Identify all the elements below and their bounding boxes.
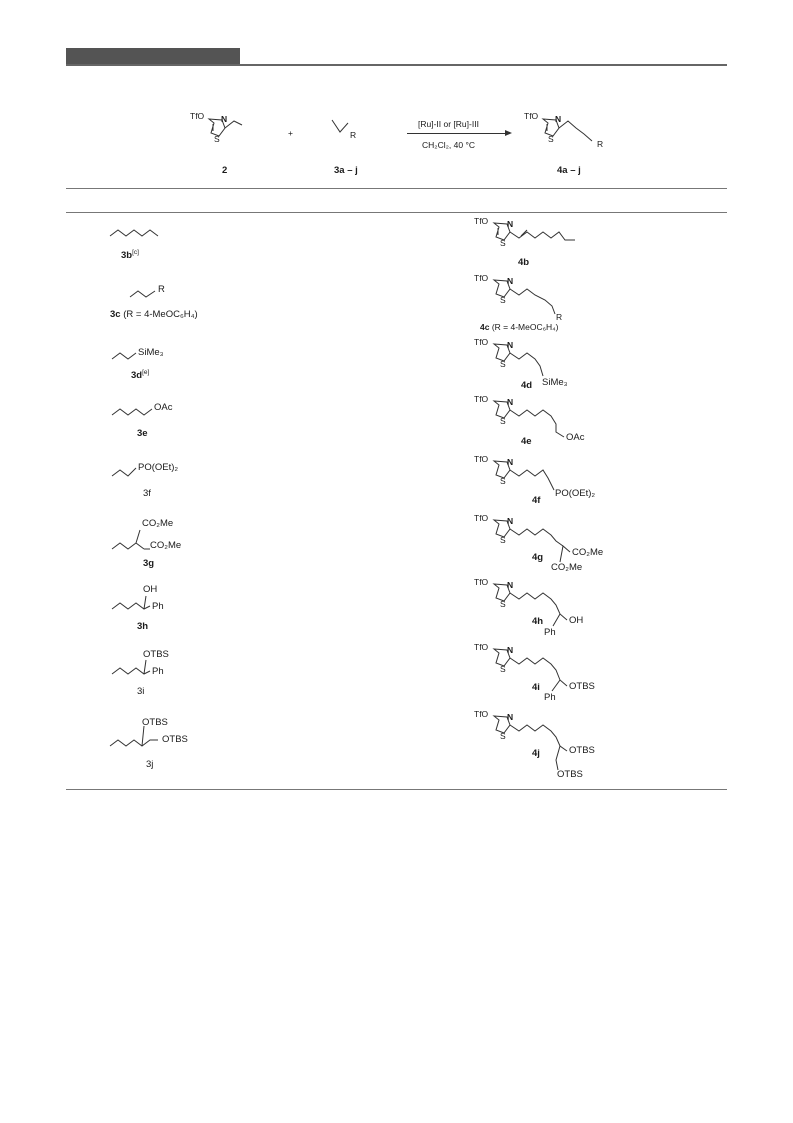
tfo-4g: TfO [474,513,489,523]
n-4c: N [507,276,514,286]
text-3d: SiMe₃ [138,347,164,358]
text-3j-b: OTBS [162,734,188,745]
label-3c: 3c (R = 4-MeOC₆H₄) [110,309,198,320]
label-4j: 4j [532,748,540,759]
s-4h: S [500,599,506,609]
text-3i-otbs: OTBS [143,649,169,660]
tfo-4h: TfO [474,577,489,587]
scheme-4-s: S [548,134,554,144]
label-3b: 3b[c] [121,249,139,262]
label-4c: 4c (R = 4-MeOC₆H₄) [480,322,559,332]
scheme-2-s: S [214,134,220,144]
reaction-arrow [407,133,507,134]
label-4f: 4f [532,495,541,506]
arrow-catalyst: [Ru]-II or [Ru]-III [418,119,479,129]
product-structures [0,0,1,1]
text-4e: OAc [566,432,585,443]
text-3h-ph: Ph [152,601,164,612]
s-4j: S [500,731,506,741]
s-4e: S [500,416,506,426]
text-4j-a: OTBS [569,745,595,756]
text-3h-oh: OH [143,584,158,595]
s-4g: S [500,535,506,545]
text-4j-b: OTBS [557,769,583,780]
text-4d: SiMe₃ [542,377,568,388]
text-3g-b: CO₂Me [150,540,182,551]
n-4d: N [507,340,514,350]
text-4g-a: CO₂Me [572,547,604,558]
label-4g: 4g [532,552,544,563]
s-4d: S [500,359,506,369]
text-3g-a: CO₂Me [142,518,174,529]
text-4h-oh: OH [569,615,584,626]
text-4i-ph: Ph [544,692,556,703]
label-4d: 4d [521,380,533,391]
text-4h-ph: Ph [544,627,556,638]
tfo-4d: TfO [474,337,489,347]
table-rule-bottom [66,789,727,790]
tfo-4j: TfO [474,709,489,719]
tfo-4c: TfO [474,273,489,283]
text-3e: OAc [154,402,173,413]
label-3f: 3f [143,488,151,499]
label-3h: 3h [137,621,149,632]
text-3c-r: R [158,284,165,295]
table-rule-top [66,188,727,189]
label-3e: 3e [137,428,148,439]
scheme-4-r: R [597,139,604,149]
n-4e: N [507,397,514,407]
r-4c: R [556,312,563,322]
n-4h: N [507,580,514,590]
header-band [66,48,240,65]
text-3f: PO(OEt)₂ [138,462,179,473]
s-4b: S [500,238,506,248]
n-4i: N [507,645,514,655]
header-rule [66,64,727,66]
scheme-2-label: 2 [222,165,228,176]
scheme-2-tfo: TfO [190,111,205,121]
text-4f: PO(OEt)₂ [555,488,596,499]
text-3j-a: OTBS [142,717,168,728]
label-4b: 4b [518,257,530,268]
label-3i: 3i [137,686,145,697]
s-4c: S [500,295,506,305]
arrow-head [505,130,512,136]
scheme-4-tfo: TfO [524,111,539,121]
s-4i: S [500,664,506,674]
n-4g: N [507,516,514,526]
text-4i-otbs: OTBS [569,681,595,692]
scheme-2-n: N [221,114,228,124]
scheme-plus: + [288,128,293,138]
text-4g-b: CO₂Me [551,562,583,573]
n-4b: N [507,219,514,229]
scheme-3-r: R [350,130,357,140]
arrow-conditions: CH₂Cl₂, 40 °C [422,140,475,150]
tfo-4i: TfO [474,642,489,652]
tfo-4b: TfO [474,216,489,226]
label-4e: 4e [521,436,532,447]
label-4h: 4h [532,616,544,627]
scheme-3-label: 3a – j [334,165,358,176]
scheme-4-label: 4a – j [557,165,581,176]
tfo-4f: TfO [474,454,489,464]
label-3g: 3g [143,558,155,569]
scheme-4-n: N [555,114,562,124]
table-rule-head [66,212,727,213]
label-3d: 3d[e] [131,369,150,382]
tfo-4e: TfO [474,394,489,404]
label-3j: 3j [146,759,154,770]
s-4f: S [500,476,506,486]
label-4i: 4i [532,682,540,693]
n-4f: N [507,457,514,467]
n-4j: N [507,712,514,722]
text-3i-ph: Ph [152,666,164,677]
